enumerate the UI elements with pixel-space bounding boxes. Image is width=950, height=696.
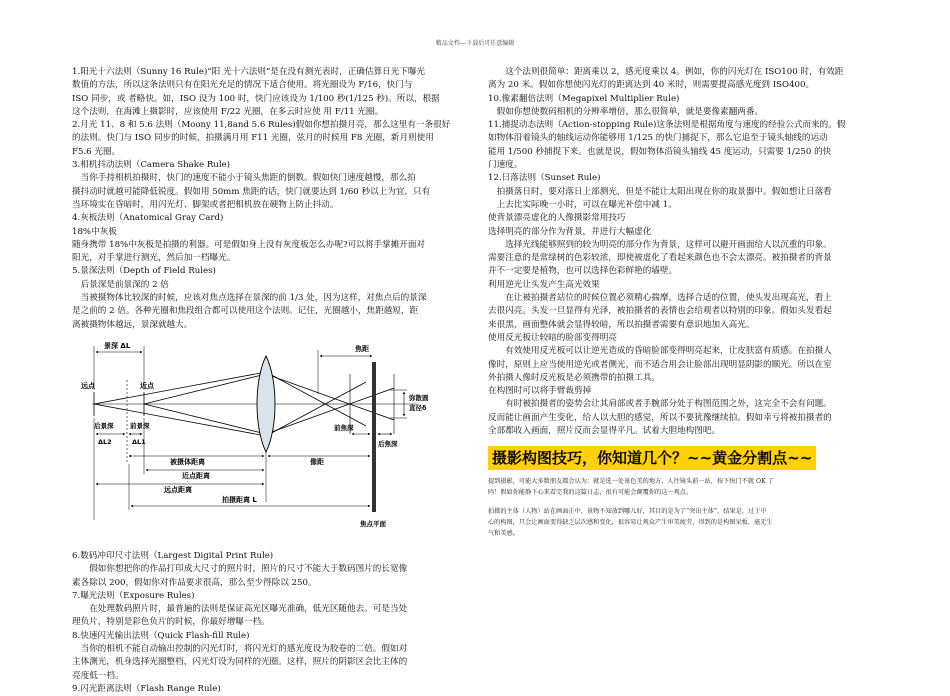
image-plane-label: 焦点平面 — [360, 519, 386, 528]
text-line: 上去比实际晚一小时，可以在曝光补偿中减 1。 — [488, 199, 677, 210]
text-line: 理负片，特别是彩色负片的时候，你最好增曝一档。 — [72, 617, 270, 628]
shooting-distance-label: 拍摄距离 L — [222, 495, 257, 504]
left-column — [72, 66, 466, 696]
ray — [94, 372, 266, 404]
text-line: 需要注意的是常绿树的色彩较浓，即使被虚化了看起来颜色也不会太漂亮。被拍摄者的背景 — [488, 253, 832, 264]
left-top-text — [72, 66, 466, 332]
front-dof-symbol: ΔL1 — [132, 437, 146, 446]
text-line: 有效使用反光板可以让逆光造成的昏暗脸部变得明亮起来，让皮肤富有质感。在拍摄人 — [488, 346, 832, 357]
text-line: 离被摄物体越远，景深就越大。 — [72, 319, 193, 330]
text-line: 使用反光板让较暗的脸部变得明亮 — [488, 332, 617, 343]
text-line: 5.景深法则（Depth of Field Rules) — [72, 266, 216, 277]
text-line: F5.6 光圈。 — [72, 146, 121, 157]
text-line: 后景深是前景深的 2 倍 — [72, 279, 169, 290]
text-line: 3.相机抖动法则（Camera Shake Rule) — [72, 160, 231, 171]
focal-length-label: 焦距 — [355, 344, 369, 353]
text-line: 像时，原则上应当使用逆光或者侧光，而不适合用会让脸部出现明显阴影的顺光。所以在室 — [488, 359, 832, 370]
front-dof-label: 前景深 — [130, 421, 150, 430]
right-column — [488, 66, 888, 539]
ray — [144, 404, 266, 434]
left-bottom-text — [72, 550, 466, 696]
text-line: 门速度。 — [488, 160, 523, 171]
text-line: 外拍摄人像时反光板是必须携带的拍摄工具。 — [488, 372, 660, 383]
text-line: 11.捕捉动态法则（Action-stopping Rule)这条法则是根据角度与速度的经验公式而来的。假 — [488, 120, 846, 131]
text-line: ISO 同步，或 者略快。如，ISO 设为 100 时，快门应该设为 1/100 秒(1/125 秒)。所以，根据 — [72, 93, 440, 104]
near-point-label: 近点 — [140, 381, 154, 390]
text-line: 使背景漂亮虚化的人像摄影常用技巧 — [488, 213, 626, 224]
text-line: 这个法则，在海滩上摄影时，应该使用 F/22 光圈，在多云时应使 用 F/11 光圈。 — [72, 106, 384, 117]
text-line: 1.阳光十六法则（Sunny 16 Rule)“阳 光十六法则”是在没有测光表时，正确估算日光下曝光 — [72, 67, 426, 77]
text-line: 去很闪亮。头发一旦显得有光泽，被拍摄者的表情也会给观者以特别的印象。假如头发看起 — [488, 306, 832, 317]
lens — [257, 356, 275, 452]
far-point-distance-label: 远点距离 — [164, 485, 192, 494]
text-line: 阳光，对手掌进行测光，然后加一档曝光。 — [72, 253, 236, 264]
text-line: 当环境实在昏暗时，用闪光灯、脚架或者把相机放在硬物上防止抖动。 — [72, 199, 339, 210]
text-line: 摄抖动时就越可能降低锐度。假如用 50mm 焦距的话，快门就要达到 1/60 秒以上为宜，只有 — [72, 186, 431, 197]
text-line: 在构图时可以将手臂裁剪掉 — [488, 386, 592, 397]
text-line: 亮度低一档。 — [72, 670, 124, 681]
text-line: 的法则。快门与 ISO 同步的时候，拍摄满月用 F11 光圈，弦月的时候用 F8 光圈，新月则使用 — [72, 133, 434, 144]
text-line: 能用 1/500 秒捕捉下来。也就是说，假如物体沿镜头轴线 45 度运动，只需要 1/250 的快 — [488, 146, 832, 157]
text-line: 选择光线能够照到的较为明亮的部分作为背景，这样可以避开画面给人以沉重的印象。 — [488, 239, 832, 250]
text-line: 有时被拍摄者的姿势会让其肩部或者手腕部分处于构图范围之外，这完全不会有问题。 — [488, 399, 832, 410]
text-line: 18%中灰板 — [72, 226, 117, 237]
coc-label-1: 弥散圆 — [409, 393, 429, 402]
text-line: 来很黑，画面整体就会显得较暗，所以拍摄者需要有意识地加入高光。 — [488, 319, 755, 330]
text-line: 9.闪光距离法则（Flash Range Rule) — [72, 683, 221, 694]
text-line: 假如你想把你的作品打印成大尺寸的照片时，照片的尺寸不能大于数码图片的长宽像 — [72, 564, 408, 575]
text-line: 假如你想使数码相机的分辨率增倍，那么很简单，就是要像素翻两番。 — [488, 106, 764, 117]
text-line: 心的构图，只会让画面变得缺乏层次感和变化，很容易让观众产生审美疲劳，得到的是构图呆板、毫无生 — [488, 519, 773, 527]
text-line: 反而能让画面产生变化，给人以大胆的感觉，所以不要犹豫继续拍。假如幸亏将被拍摄者的 — [488, 412, 832, 423]
coc-label-2: 直径δ — [409, 403, 427, 412]
front-focal-depth-label: 前焦深 — [334, 423, 354, 432]
text-line: 当你手持相机拍摄时，快门的速度不能小于镜头焦距的倒数。假如快门速度越慢，那么拍 — [72, 173, 416, 184]
text-line: 全部都收入画面，照片反而会显得平凡。试着大胆地构图吧。 — [488, 426, 721, 437]
ray — [266, 372, 366, 426]
text-line: 素各除以 200，假如你对作品要求很高，那么至少得除以 250。 — [72, 577, 317, 588]
text-line: 离为 20 米。假如你想使闪光灯的距离达到 40 米时，则需要提高感光度到 ISO400。 — [488, 80, 815, 91]
text-line: 拍摄落日时，要对落日上部测光，但是不能让太阳出现在你的取景器中。假如想让日落看 — [488, 186, 832, 197]
image-plane — [372, 362, 376, 512]
text-line: 数值的方法，所以这条法则只有在阳光充足的情况下适合使用。将光圈设为 F/16，快门与 — [72, 80, 413, 91]
near-point-distance-label: 近点距离 — [182, 471, 210, 480]
text-line: 提到摄影，可能大多数朋友都会认为：就是选一处景色美的地方，人往镜头前一站，按下快门不就 OK 了 — [488, 478, 774, 486]
text-line: 气和美感。 — [488, 530, 519, 538]
depth-of-field-label: 景深 ΔL — [104, 341, 131, 350]
depth-of-field-diagram — [72, 334, 466, 542]
text-line: 并不一定要是植物，也可以选择色彩鲜艳的墙壁。 — [488, 266, 678, 277]
text-line: 拍摄的主体（人物）站在画面正中，景物不知放到哪儿好，其目的是为了“突出主体”。结果是，过于中 — [488, 508, 767, 516]
intro-paragraph — [488, 476, 888, 498]
text-line: 利用逆光让头发产生高光效果 — [488, 279, 600, 290]
page-header: 精品文档---下载后可任意编辑 — [435, 40, 515, 47]
text-line: 7.曝光法则（Exposure Rules) — [72, 590, 195, 601]
ray — [94, 404, 266, 436]
composition-paragraph — [488, 506, 888, 539]
text-line: 6.数码冲印尺寸法则（Largest Digital Print Rule) — [72, 550, 274, 561]
text-line: 当被摄物体比较深的时候，应该对焦点选择在景深的前 1/3 处，因为这样，对焦点后的景深 — [72, 293, 427, 304]
text-line: 是之前的 2 倍。各种光圈和焦段组合都可以使用这个法则。记住，光圈越小，焦距越短，距 — [72, 306, 419, 317]
text-line: 吗！假如你能静下心来看完我的这篇日志，很有可能会颠覆你的这一观点。 — [488, 489, 693, 497]
back-dof-label: 后景深 — [94, 421, 114, 430]
text-line: 8.快速闪光输出法则（Quick Flash-fill Rule) — [72, 630, 250, 641]
back-dof-symbol: ΔL2 — [98, 437, 112, 446]
text-line: 10.像素翻倍法则（Megapixel Multiplier Rule) — [488, 93, 680, 104]
text-line: 选择明亮的部分作为背景，并进行大幅虚化 — [488, 226, 652, 237]
text-line: 当你的相机不能自动输出控制的闪光灯时，将闪光灯的感光度设为胶卷的二倍。假如对 — [72, 644, 408, 655]
text-line: 随身携带 18%中灰板是拍摄的利器。可是假如身上没有灰度板怎么办呢?可以将手掌摊开面对 — [72, 239, 426, 250]
text-line: 在处理数码照片时，最普遍的法则是保证高光区曝光准确，低光区随他去。可是当处 — [72, 604, 408, 615]
right-top-text — [488, 66, 888, 438]
back-focal-depth-label: 后焦深 — [378, 439, 398, 448]
ray — [144, 374, 266, 404]
section-banner: 摄影构图技巧，你知道几个？~~黄金分割点~~ — [488, 446, 816, 470]
far-point-label: 远点 — [81, 381, 95, 390]
text-line: 4.灰板法则（Anatomical Gray Card) — [72, 213, 224, 224]
text-line: 12.日落法则（Sunset Rule) — [488, 173, 601, 184]
text-line: 主体测光，机身选择光圈整档，闪光灯设为同样的光圈。这样，照片的阴影区会比主体的 — [72, 657, 408, 668]
subject-distance-label: 被摄体距离 — [170, 457, 205, 466]
text-line: 2.月光 11、8 和 5.6 法则（Moony 11,8and 5.6 Rules)假如你想拍摄月亮，那么这里有一条很好 — [72, 120, 451, 131]
image-distance-label: 像距 — [310, 457, 324, 466]
text-line: 如物体沿着镜头的轴线运动你能够用 1/125 的快门捕捉下，那么它追至于镜头轴线的运动 — [488, 133, 828, 144]
text-line: 这个法则很简单：距离乘以 2，感光度乘以 4。例如，你的闪光灯在 ISO100 时，有效距 — [488, 67, 844, 77]
text-line: 在让被拍摄者站位的时候位置必须精心揣摩，选择合适的位置，使头发出现高光，看上 — [488, 293, 832, 304]
